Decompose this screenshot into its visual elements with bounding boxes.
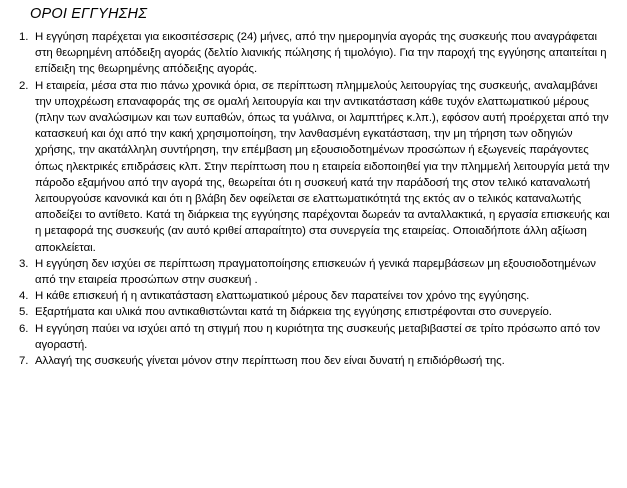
- page-title: ΟΡΟΙ ΕΓΓΥΗΣΗΣ: [30, 6, 148, 22]
- term-item-7: [14, 353, 613, 369]
- term-number: 5.: [19, 306, 29, 319]
- term-text: Η εγγύηση δεν ισχύει σε περίπτωση πραγματοποίησης επισκευών ή γενικά παρεμβάσεων μη εξουσιοδοτημένων από την εταιρεία προσώπων στην συσκευή .: [35, 257, 596, 287]
- term-text: Η εγγύηση παύει να ισχύει από τη στιγμή που η κυριότητα της συσκευής μεταβιβαστεί σε τρίτο πρόσωπο από τον αγοραστή.: [35, 322, 601, 351]
- term-text: Η εγγύηση παρέχεται για εικοσιτέσσερις (24) μήνες, από την ημερομηνία αγοράς της συσκευής που αναγράφεται στη θεωρημένη απόδειξη αγοράς (δελτίο λιανικής πώλησης ή τιμολόγιο). Για την παροχή της εγγύησης απαιτείται η επίδειξη της θεωρημένης απόδειξης αγοράς.: [35, 31, 607, 76]
- term-text: Η κάθε επισκευή ή η αντικατάσταση ελαττωματικού μέρους δεν παρατείνει τον χρόνο της εγγύησης.: [35, 290, 530, 303]
- term-item-1: [14, 29, 613, 78]
- term-number: 7.: [19, 355, 29, 368]
- term-text: Η εταιρεία, μέσα στα πιο πάνω χρονικά όρια, σε περίπτωση πλημμελούς λειτουργίας της συσκευής, αναλαμβάνει την υποχρέωση επαναφοράς της σε ομαλή λειτουργία και την αντικατάσταση κάθε τυχόν ελαττωματικού μέρους (πλην των αναλώσιμων και των ευπαθών, όπως τα γυάλινα, οι λαμπτήρες κ.λπ.), εφόσον αυτή προέρχεται από την κατασκευή και όχι από την κακή χρησιμοποίηση, την λανθασμένη εγκατάσταση, την μη τήρηση των οδηγιών χρήσης, την ακατάλληλη συντήρηση, την επέμβαση μη εξουσιοδοτημένων προσώπων ή εξωγενείς παράγοντες όπως ηλεκτρικές επιδράσεις κλπ. Στην περίπτωση που η εταιρεία ειδοποιηθεί για την πλημμελή λειτουργία μετά την πάροδο εξαμήνου από την αγορά της, θεωρείται ότι η συσκευή κατά την παράδοσή της στον τελικό καταναλωτή λειτουργούσε κανονικά και ότι η βλάβη δεν οφείλεται σε ελαττωματικότητά της εκτός αν ο τελικός καταναλωτής αποδείξει το αντίθετο. Κατά τη διάρκεια της εγγύησης παρέχονται δωρεάν τα ανταλλακτικά, η εργασία επισκευής και η μεταφορά της συσκευής (αν αυτό κριθεί απαραίτητο) στα συνεργεία της εταιρείας. Οποιαδήποτε άλλη αξίωση αποκλείεται.: [35, 79, 610, 254]
- terms-list: [14, 29, 613, 369]
- term-number: 2.: [19, 79, 29, 92]
- term-text: Εξαρτήματα και υλικά που αντικαθιστώνται κατά τη διάρκεια της εγγύησης επιστρέφονται στο συνεργείο.: [35, 306, 552, 319]
- term-item-6: [14, 321, 613, 353]
- term-item-4: [14, 288, 613, 304]
- term-text: Αλλαγή της συσκευής γίνεται μόνον στην περίπτωση που δεν είναι δυνατή η επιδιόρθωσή της.: [35, 355, 505, 368]
- term-item-2: [14, 78, 613, 256]
- term-number: 6.: [19, 322, 29, 335]
- term-number: 1.: [19, 31, 29, 43]
- term-item-3: [14, 256, 613, 288]
- term-number: 4.: [19, 290, 29, 303]
- term-number: 3.: [19, 257, 29, 270]
- term-item-5: [14, 304, 613, 320]
